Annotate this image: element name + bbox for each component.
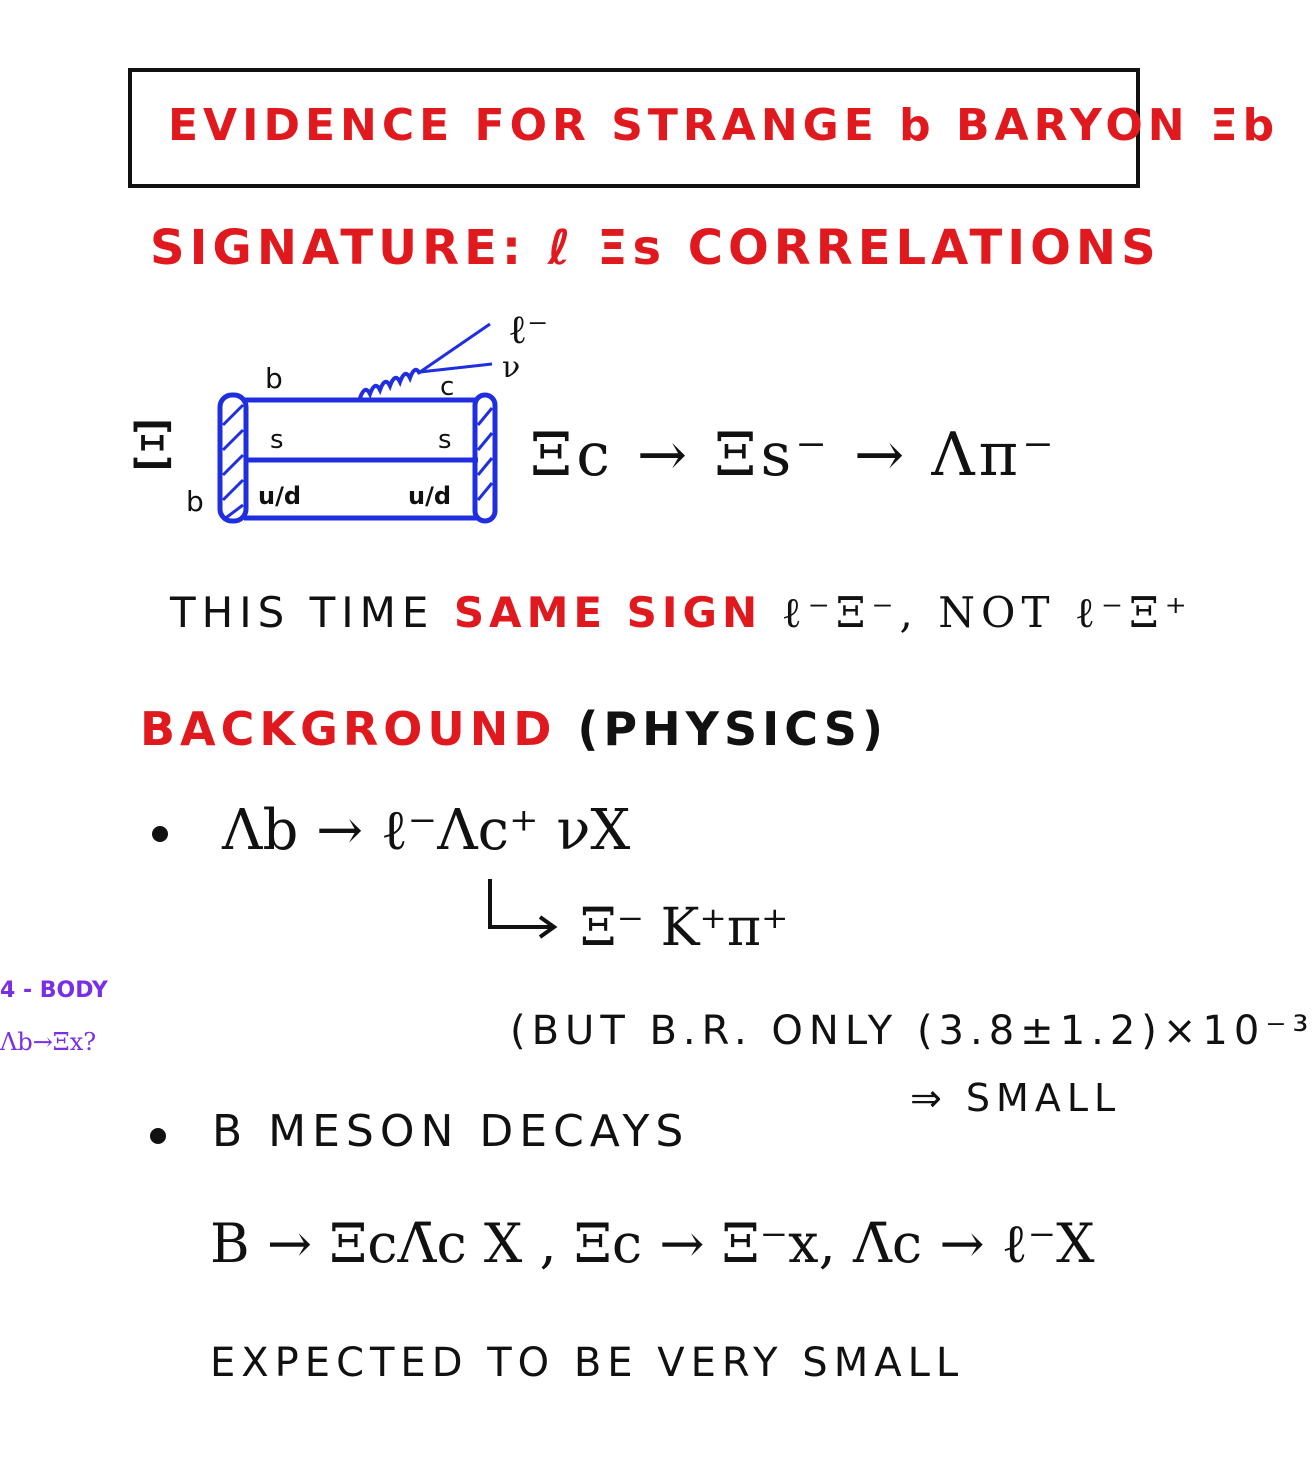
same-sign-suffix: ℓ⁻Ξ⁻, NOT ℓ⁻Ξ⁺ [781,588,1193,637]
signature-correlation: ℓ Ξs CORRELATIONS [547,220,1161,276]
decay-chain: Ξc → Ξs⁻ → Λπ⁻ [530,420,1058,490]
quark-label-ud-right: u/d [408,482,452,510]
baryon-symbol: Ξ [130,410,176,484]
background-qualifier: (PHYSICS) [577,702,888,756]
quark-label-c: c [440,372,455,402]
branching-ratio-note: (BUT B.R. ONLY (3.8±1.2)×10⁻³ [510,1008,1314,1054]
neutrino-label: ν [502,350,521,385]
background-heading [140,702,888,756]
side-note-1: 4 - BODY [0,978,108,1003]
expected-small: EXPECTED TO BE VERY SMALL [210,1340,965,1386]
sub-decay-arrow-icon [482,875,572,945]
side-note-2: Λb→Ξx? [0,1028,97,1056]
quark-label-ud-left: u/d [258,482,302,510]
w-boson-line [360,370,420,398]
same-sign-prefix: THIS TIME [170,588,435,637]
b-meson-heading: B MESON DECAYS [212,1106,690,1157]
quark-label-b: b [265,362,283,395]
signature-label: SIGNATURE: [150,220,527,276]
bullet-1-dot [152,826,168,842]
left-end-cap [220,395,246,521]
lepton-label: ℓ⁻ [508,307,549,353]
quark-label-s-left: s [270,425,284,455]
baryon-subscript: b [186,485,204,518]
bullet-2-dot [150,1128,166,1144]
quark-label-s-right: s [438,425,452,455]
lambda-b-decay: Λb → ℓ⁻Λc⁺ νX [222,798,631,863]
b-meson-decays: B → ΞcΛ̄c X , Ξc → Ξ⁻x, Λ̄c → ℓ⁻X [210,1212,1095,1275]
signature-line [150,220,1161,276]
sub-decay: Ξ⁻ K⁺π⁺ [580,898,789,958]
same-sign-line [170,588,1193,638]
same-sign-highlight: SAME SIGN [453,588,763,637]
page-title: EVIDENCE FOR STRANGE b BARYON Ξb [168,100,1280,151]
background-label: BACKGROUND [140,702,557,756]
small-note: ⇒ SMALL [910,1076,1122,1120]
